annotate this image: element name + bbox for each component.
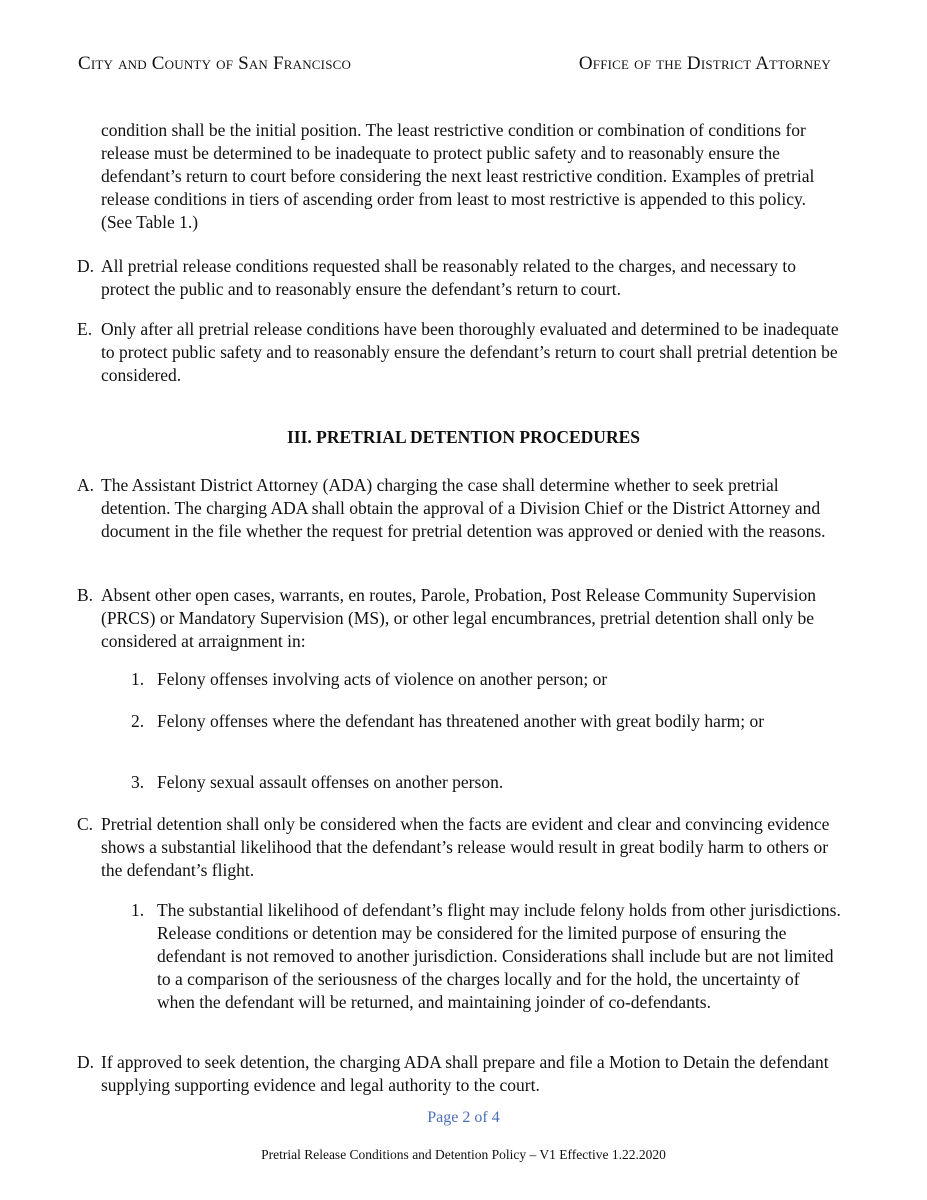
list-item-b [77,584,841,653]
list-text: Pretrial detention shall only be considered when the facts are evident and clear and convincing evidence shows a substantial likelihood that the defendant’s release would result in great bodily harm to others or the defendant’s flight. [101,814,830,880]
list-item-e [77,318,841,387]
continuation-paragraph: condition shall be the initial position. The least restrictive condition or combination of conditions for release must be determined to be inadequate to protect public safety and to reasonably ensure the defendant’s return to court before considering the next least restrictive condition. Examples of pretrial release conditions in tiers of ascending order from least to most restrictive is appended to this policy. (See Table 1.) [101,120,815,232]
list-label: A. [77,475,95,495]
list-label: E. [77,319,93,339]
list-item-c [77,813,841,882]
sub-label: 1. [131,900,145,920]
sub-text: Felony sexual assault offenses on another person. [157,772,504,792]
page-footer: Pretrial Release Conditions and Detention Policy – V1 Effective 1.22.2020 [261,1147,666,1162]
list-text: Only after all pretrial release conditions have been thoroughly evaluated and determined to be inadequate to protect public safety and to reasonably ensure the defendant’s return to court shall pretrial detention be considered. [101,319,839,385]
sub-text: The substantial likelihood of defendant’s flight may include felony holds from other jurisdictions. Release conditions or detention may be considered for the limited purpose of ensuring the defendant is not removed to another jurisdiction. Considerations shall include but are not limited to a comparison of the seriousness of the charges locally and for the hold, the uncertainty of when the defendant will be returned, and maintaining joinder of co-defendants. [157,900,841,1012]
header-right: Office of the District Attorney [578,53,831,74]
sub-item [131,771,841,794]
list-text: Absent other open cases, warrants, en routes, Parole, Probation, Post Release Community Supervision (PRCS) or Mandatory Supervision (MS), or other legal encumbrances, pretrial detention shall only be considered at arraignment in: [101,585,816,651]
list-item-d2 [77,1051,841,1097]
sub-item [131,668,841,691]
sub-label: 1. [131,669,145,689]
list-label: D. [77,1052,95,1072]
list-text: All pretrial release conditions requested shall be reasonably related to the charges, and necessary to protect the public and to reasonably ensure the defendant’s return to court. [101,256,797,299]
header-left: City and County of San Francisco [78,53,352,74]
sub-item [131,899,841,1014]
sub-label: 2. [131,711,145,731]
list-label: C. [77,814,94,834]
sub-item [131,710,841,733]
page-header [78,53,831,75]
list-text: If approved to seek detention, the charging ADA shall prepare and file a Motion to Detain the defendant supplying supporting evidence and legal authority to the court. [101,1052,829,1095]
section-heading: III. PRETRIAL DETENTION PROCEDURES [287,427,640,447]
list-label: D. [77,256,95,276]
page-number: Page 2 of 4 [427,1109,500,1126]
sub-text: Felony offenses where the defendant has threatened another with great bodily harm; or [157,711,765,731]
list-label: B. [77,585,94,605]
sub-label: 3. [131,772,145,792]
list-item-d [77,255,841,301]
list-text: The Assistant District Attorney (ADA) charging the case shall determine whether to seek pretrial detention. The charging ADA shall obtain the approval of a Division Chief or the District Attorney and document in the file whether the request for pretrial detention was approved or denied with the reasons. [101,475,826,541]
sub-text: Felony offenses involving acts of violence on another person; or [157,669,608,689]
list-item-a [77,474,841,543]
